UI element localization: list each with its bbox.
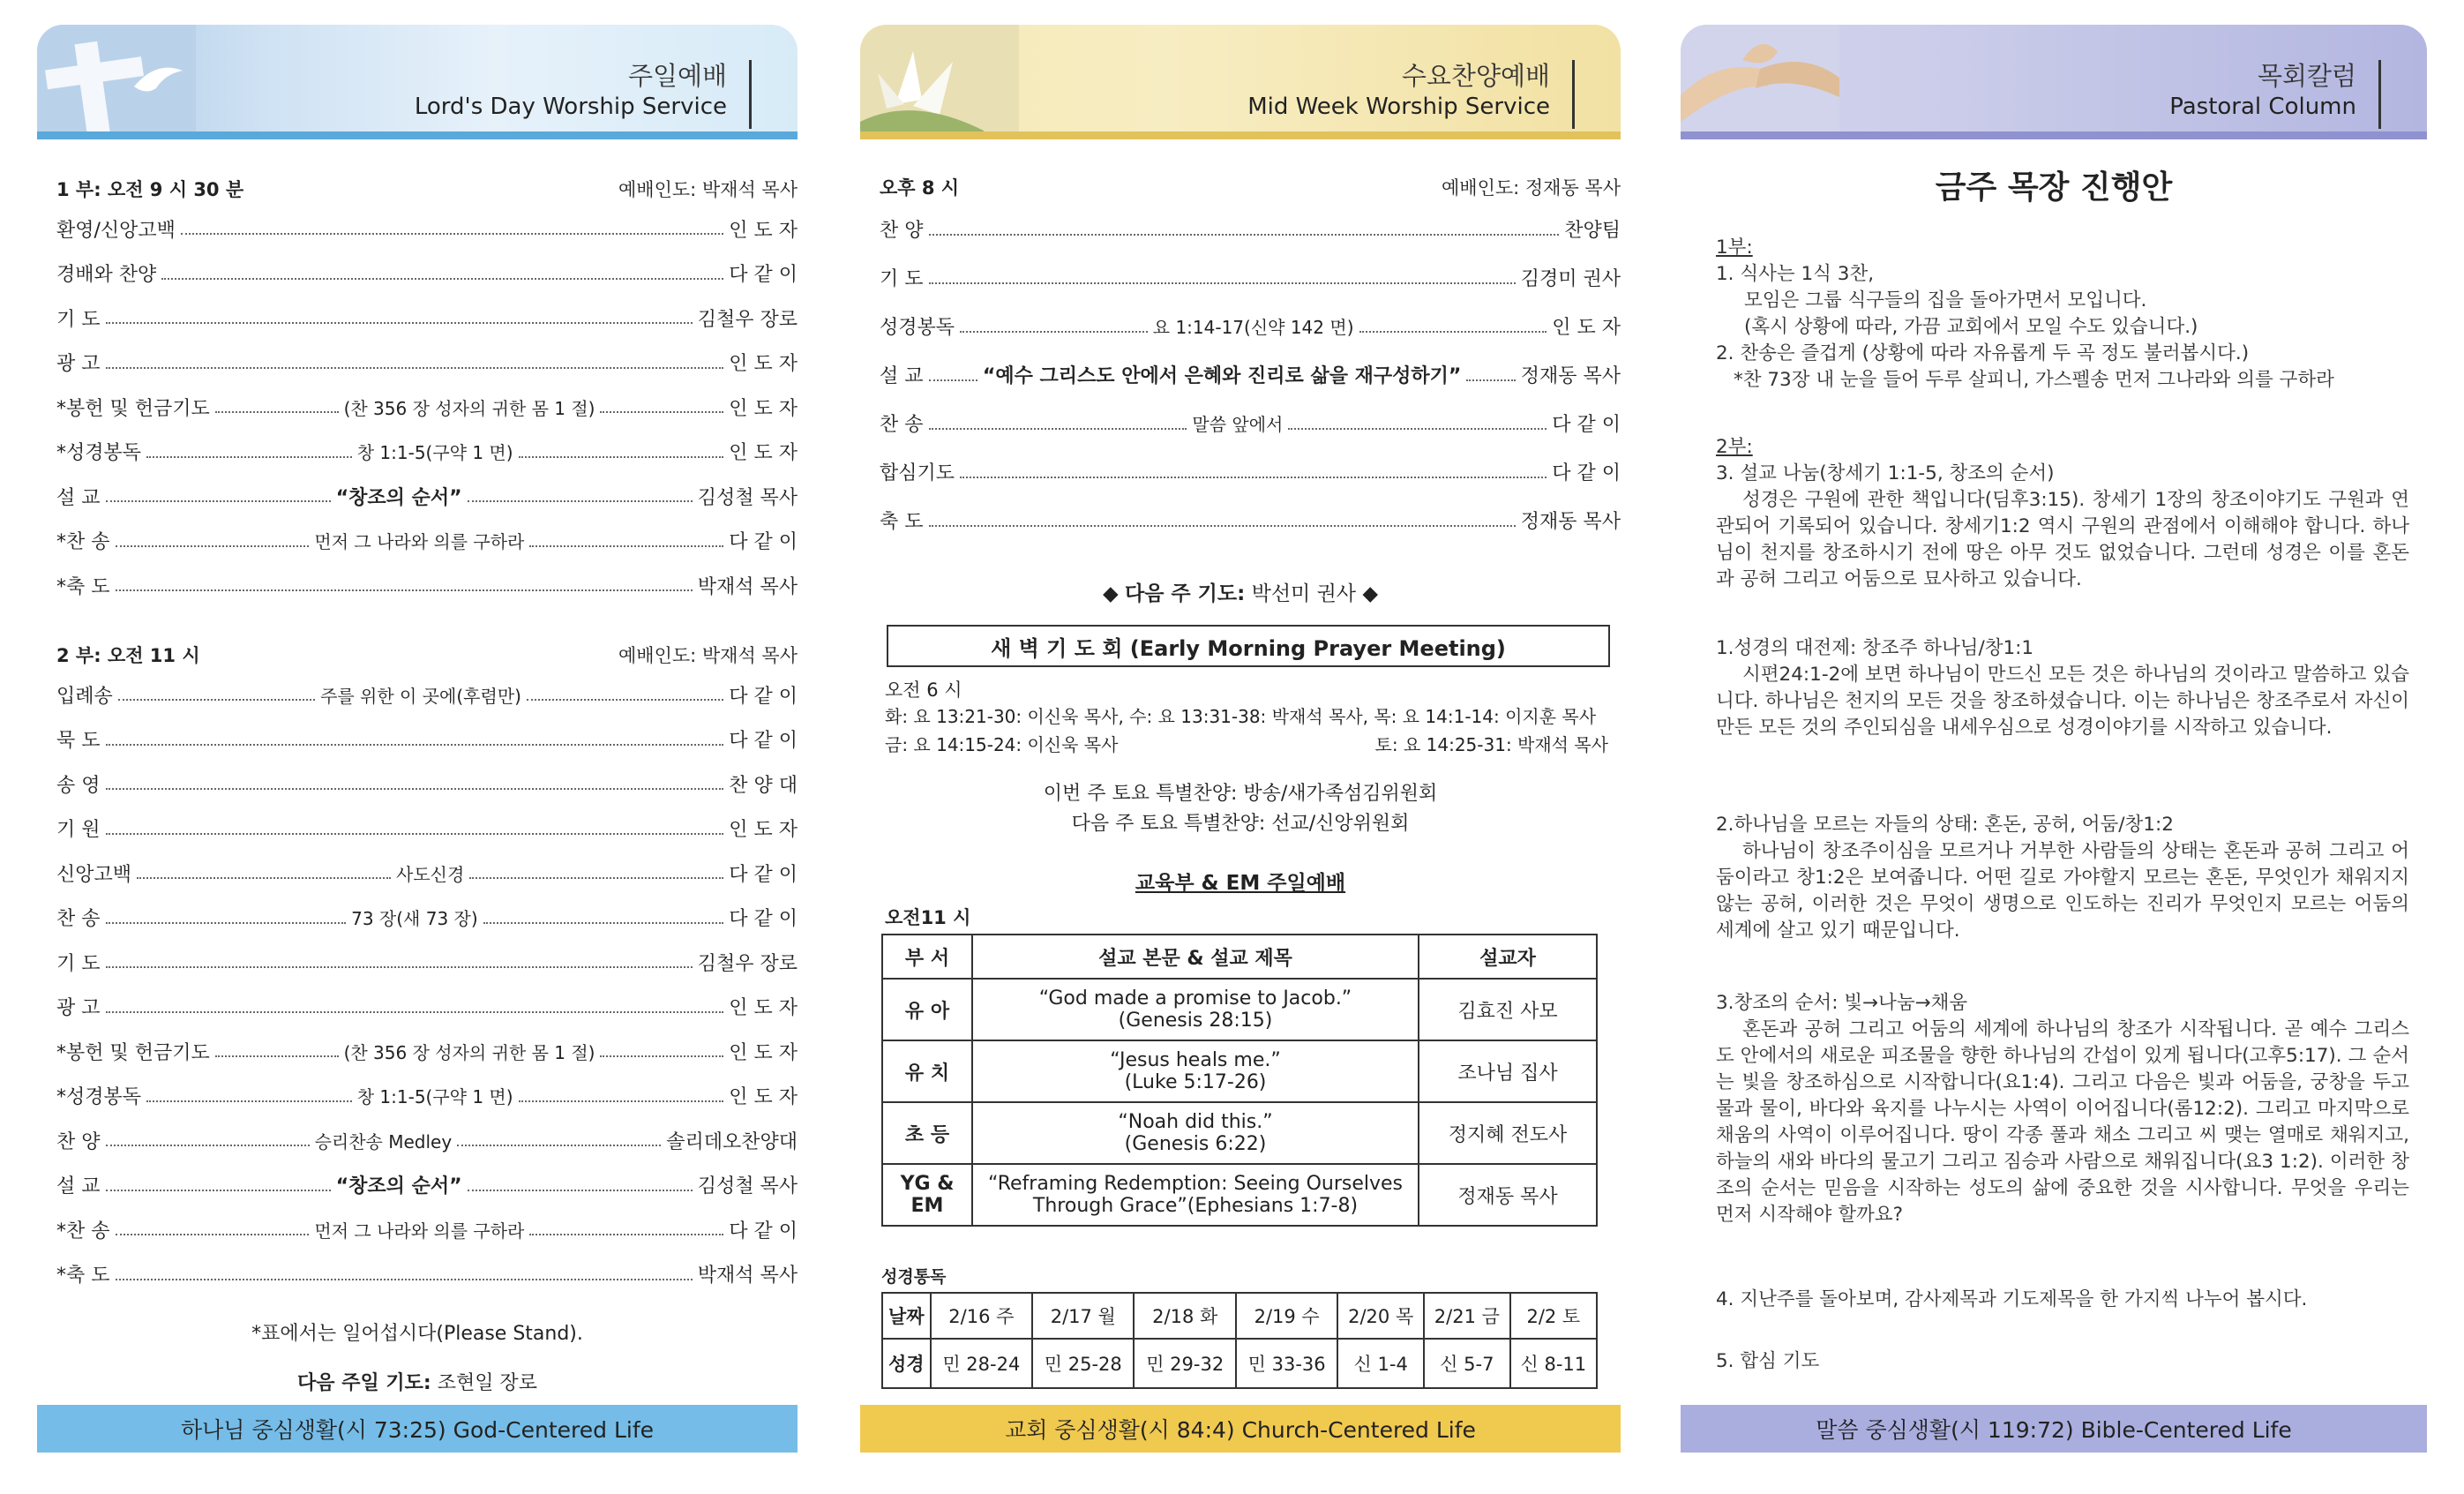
education-row [882,1102,1597,1164]
order-row [56,762,798,807]
order-person: 인 도 자 [729,397,798,420]
order-row [56,940,798,985]
wednesday-service-order [880,205,1621,544]
leader-dots [106,788,724,790]
preacher-cell: 정재동 목사 [1419,1164,1597,1226]
leader-dots [529,545,723,547]
header-underline [1681,131,2427,139]
dept-cell: YG & EM [882,1164,972,1226]
part1-item1: 1. 식사는 1식 3찬, [1716,263,1875,285]
leader-dots [181,233,723,235]
order-row [56,563,798,608]
leader-dots [468,1190,693,1191]
part2-intro: 성경은 구원에 관한 책입니다(딤후3:15). 창세기 1장의 창조이야기도 구원과 연관되어 기록되어 있습니다. 창세기1:2 역시 구원의 관점에서 이해해야 합니다. 하나님이 천지를 창조하시기 전에 땅은 아무 것도 없었습니다. 그런데 성경은 이를 혼돈과 공허 그리고 어둠으로 묘사하고 있습니다. [1716,489,2409,590]
dawn-schedule-line1: 화: 요 13:21-30: 이신욱 목사, 수: 요 13:31-38: 박재석 목사, 목: 요 14:1-14: 이지훈 목사 [885,706,1597,727]
leader-dots [960,331,1148,333]
leader-dots [960,477,1547,478]
section-3 [1716,990,2409,1228]
reading-passage-cell: 신 1-4 [1337,1339,1424,1388]
leader-dots [1359,331,1547,333]
order-person: 다 같 이 [1552,414,1621,436]
bible-reading-title: 성경통독 [881,1267,947,1287]
order-label: 입례송 [56,685,113,708]
leader-dots [600,1055,723,1057]
order-label: 기 원 [56,819,101,842]
leader-dots [106,922,347,924]
lords-day-footer: 하나님 중심생활(시 73:25) God-Centered Life [37,1405,798,1453]
reading-passage-cell: 신 5-7 [1424,1339,1510,1388]
order-label: 기 도 [56,308,101,331]
order-row [56,341,798,386]
order-detail: 먼저 그 나라와 의를 구하라 [314,1220,525,1242]
part2-item3-title: 3. 설교 나눔(창세기 1:1-5, 창조의 순서) [1716,462,2055,484]
pastoral-header [1681,25,2427,139]
order-detail: 말씀 앞에서 [1192,414,1284,435]
leader-dots [106,833,724,835]
leader-dots [527,699,723,701]
sermon-cell [972,979,1419,1040]
education-row [882,1040,1597,1102]
order-row [56,807,798,852]
next-week-special-song: 다음 주 토요 특별찬양: 선교/신앙위원회 [1071,813,1410,835]
order-label: 경배와 찬양 [56,264,157,287]
order-label: *봉헌 및 헌금기도 [56,1041,210,1064]
order-label: 기 도 [880,268,924,290]
order-person: 다 같 이 [729,1220,798,1242]
leader-dots [106,367,724,369]
leader-dots [469,877,723,879]
reading-date-cell: 2/20 목 [1337,1293,1424,1339]
preacher-cell: 조나님 집사 [1419,1040,1597,1102]
lily-image [860,25,1019,139]
order-row [56,985,798,1030]
reading-date-cell: 2/2 토 [1510,1293,1597,1339]
order-row [56,1207,798,1252]
order-row [56,430,798,475]
second-service-time: 2 부: 오전 11 시 [56,645,200,666]
cross-dove-image [37,25,196,139]
leader-dots [106,966,693,968]
leader-dots [929,525,1516,527]
leader-dots [161,278,723,280]
order-detail: 창 1:1-5(구약 1 면) [356,1086,513,1108]
sermon-cell [972,1040,1419,1102]
first-service-time: 1 부: 오전 9 시 30 분 [56,179,244,200]
order-label: *찬 송 [56,1220,110,1242]
order-detail: (찬 356 장 성자의 귀한 몸 1 절) [343,397,595,419]
next-sunday-prayer-name: 조현일 장로 [437,1372,537,1394]
order-person: 인 도 자 [729,1086,798,1109]
order-row [880,496,1621,544]
order-person: 정재동 목사 [1520,511,1621,533]
order-label: 찬 양 [56,1130,101,1153]
leader-dots [146,456,352,458]
order-person: 다 같 이 [729,908,798,931]
sermon-reference: (Luke 5:17-26) [1124,1071,1267,1093]
leader-dots [929,234,1560,236]
order-row [56,385,798,430]
leader-dots [106,1190,331,1191]
section-1-title: 1.성경의 대전제: 창조주 하나님/창1:1 [1716,637,2034,659]
order-person: 정재동 목사 [1520,365,1621,387]
order-row [880,302,1621,350]
wednesday-service-leader: 예배인도: 정재동 목사 [1442,177,1621,199]
section-2 [1716,812,2409,944]
order-label: 설 교 [880,365,924,387]
order-label: 찬 송 [56,908,101,931]
order-row [56,1029,798,1074]
wednesday-service-time: 오후 8 시 [880,177,960,199]
part1-item1-note: (혹시 상황에 따라, 가끔 교회에서 모일 수도 있습니다.) [1744,316,2198,338]
leader-dots [106,1145,310,1146]
order-row [56,252,798,297]
header-underline [37,131,798,139]
wednesday-service [880,169,1621,544]
dept-cell: 유 치 [882,1040,972,1102]
order-label: *축 도 [56,575,110,598]
order-label: 설 교 [56,486,101,509]
education-title: 교육부 & EM 주일예배 [1135,872,1346,895]
leader-dots [118,699,315,701]
section-1 [1716,635,2409,741]
order-label: 축 도 [880,511,924,533]
order-person: 인 도 자 [729,219,798,242]
leader-dots [457,1145,661,1146]
stand-note: *표에서는 일어섭시다(Please Stand). [251,1323,583,1345]
reading-date-cell: 2/18 화 [1134,1293,1235,1339]
sermon-title: “Noah did this.” [1118,1111,1273,1133]
order-person: 솔리데오찬양대 [666,1130,798,1153]
mid-week-header [860,25,1621,139]
part1-item2: 2. 찬송은 즐겁게 (상황에 따라 자유롭게 두 곡 정도 불러봅시다.) [1716,342,2250,364]
pastoral-title-ko: 목회칼럼 [2257,61,2356,91]
order-person: 김성철 목사 [697,1175,798,1198]
order-row [56,474,798,519]
second-service-leader: 예배인도: 박재석 목사 [618,645,798,666]
order-person: 다 같 이 [729,264,798,287]
leader-dots [137,877,391,879]
order-label: *봉헌 및 헌금기도 [56,397,210,420]
sermon-title: “Reframing Redemption: Seeing Ourselves [987,1173,1404,1195]
order-person: 다 같 이 [1552,462,1621,484]
order-row [880,447,1621,496]
joined-hands-image [1681,25,1839,139]
reading-date-cell: 2/19 수 [1236,1293,1337,1339]
order-label: 성경봉독 [880,317,955,339]
order-row [56,896,798,941]
header-divider [2378,60,2381,129]
reading-passage-cell: 민 25-28 [1032,1339,1134,1388]
education-table [881,934,1598,1227]
dawn-prayer-time: 오전 6 시 [885,679,962,701]
order-label: 광 고 [56,353,101,376]
order-person: 다 같 이 [729,863,798,886]
next-week-prayer [860,577,1621,606]
diamond-icon: ◆ [1102,582,1119,605]
column-body-part2 [1716,434,2409,593]
leader-dots [929,428,1187,430]
next-sunday-prayer [37,1368,798,1395]
order-person: 다 같 이 [729,730,798,753]
order-person: 다 같 이 [729,685,798,708]
col-header-preacher: 설교자 [1419,935,1597,979]
leader-dots [1288,428,1547,430]
leader-dots [519,1100,724,1102]
second-service [56,637,798,1296]
order-person: 김성철 목사 [697,486,798,509]
order-row [56,672,798,717]
reading-date-cell: 2/16 주 [931,1293,1032,1339]
sermon-reference: (Genesis 28:15) [1118,1010,1273,1032]
leader-dots [600,411,723,413]
leader-dots [529,1234,723,1235]
section-2-body: 하나님이 창조주이심을 모르거나 거부한 사람들의 상태는 혼돈과 공허 그리고 어둠이라고 창1:2은 보여줍니다. 어떤 길로 가야할지 모르는 혼돈, 무엇인가 채워지지 않는 공허, 이러한 것은 무엇이 생명으로 인도하는 진리가 무엇인지 모르는 어둠의 세계에 살고 있기 때문입니다. [1716,840,2409,942]
order-row [56,1074,798,1119]
mid-week-column [860,0,1621,1494]
leader-dots [116,589,693,591]
section-3-body: 혼돈과 공허 그리고 어둠의 세계에 하나님의 창조가 시작됩니다. 곧 예수 그리스도 안에서의 새로운 피조물을 향한 하나님의 간섭이 있게 됩니다(고후5:17). 그 순서는 빛을 창조하심으로 시작합니다(요1:4). 그리고 다음은 빛과 어둠을, 궁창을 두고 물과 물이, 바다와 육지를 나누시는 사역이 이어집니다(롬12:2). 그리고 마지막으로 채움의 사역이 이루어집니다. 땅이 각종 풀과 채소 그리고 씨 맺는 열매로 채워지고, 하늘의 새와 바다의 물고기 그리고 짐승과 사람으로 채워집니다(요3 1:2). 이러한 창조의 순서는 믿음을 시작하는 성도의 삶에 중요한 것을 시사합니다. 무엇을 우리는 먼저 시작해야 할까요? [1716,1018,2409,1226]
order-row [56,851,798,896]
lords-day-title-ko: 주일예배 [627,61,727,91]
order-person: 인 도 자 [729,819,798,842]
order-detail: “예수 그리스도 안에서 은혜와 진리로 삶을 재구성하기” [982,365,1462,387]
reading-dates-row [882,1293,1597,1339]
col-header-sermon: 설교 본문 & 설교 제목 [972,935,1419,979]
reading-passage-cell: 민 33-36 [1236,1339,1337,1388]
pastoral-column [1681,0,2427,1494]
leader-dots [106,744,724,746]
order-label: 광 고 [56,997,101,1020]
sermon-reference: Through Grace”(Ephesians 1:7-8) [1032,1195,1359,1217]
order-person: 찬 양 대 [729,774,798,797]
header-divider [1572,60,1575,129]
order-label: 찬 송 [880,414,924,436]
order-detail: 73 장(새 73 장) [351,908,478,930]
lords-day-title-en: Lord's Day Worship Service [414,94,727,120]
sermon-title: “Jesus heals me.” [1110,1049,1281,1071]
order-row [880,253,1621,302]
column-title: 금주 목장 진행안 [1935,169,2173,206]
this-week-special-song: 이번 주 토요 특별찬양: 방송/새가족섬김위원회 [1043,783,1438,805]
order-detail: 창 1:1-5(구약 1 면) [356,442,513,464]
col-header-dept: 부 서 [882,935,972,979]
leader-dots [106,322,693,324]
order-person: 박재석 목사 [697,1265,798,1288]
order-detail: (찬 356 장 성자의 귀한 몸 1 절) [343,1041,595,1063]
preacher-cell: 정지혜 전도사 [1419,1102,1597,1164]
reading-date-label: 날짜 [882,1293,931,1339]
bible-reading-table [881,1292,1598,1389]
order-label: 합심기도 [880,462,955,484]
preacher-cell: 김효진 사모 [1419,979,1597,1040]
leader-dots [215,1055,339,1057]
first-service-order [56,206,798,608]
second-service-order [56,672,798,1296]
part1-heading: 1부: [1716,236,1753,259]
dept-cell: 유 아 [882,979,972,1040]
mid-week-title-ko: 수요찬양예배 [1401,61,1550,91]
order-person: 인 도 자 [729,442,798,465]
reading-passages-row [882,1339,1597,1388]
order-label: 설 교 [56,1175,101,1198]
order-person: 인 도 자 [729,997,798,1020]
dawn-schedule-line2-left: 금: 요 14:15-24: 이신욱 목사 [885,734,1119,755]
leader-dots [116,545,310,547]
item-5: 5. 합심 기도 [1716,1350,1820,1372]
order-person: 박재석 목사 [697,575,798,598]
next-week-prayer-name: 박선미 권사 [1251,582,1357,605]
next-week-prayer-label: 다음 주 기도: [1124,582,1246,605]
lords-day-header [37,25,798,139]
reading-passage-cell: 민 28-24 [931,1339,1032,1388]
order-label: 묵 도 [56,730,101,753]
order-detail: “창조의 순서” [335,486,462,509]
sermon-reference: (Genesis 6:22) [1124,1133,1267,1155]
column-body-part1 [1716,235,2409,394]
leader-dots [146,1100,352,1102]
order-row [56,519,798,564]
order-row [880,205,1621,253]
order-person: 인 도 자 [729,1041,798,1064]
reading-passage-cell: 신 8-11 [1510,1339,1597,1388]
order-row [56,1163,798,1208]
order-detail: 사도신경 [396,863,465,885]
header-divider [749,60,752,129]
order-label: 신앙고백 [56,863,132,886]
order-label: *축 도 [56,1265,110,1288]
leader-dots [468,500,693,502]
sermon-title: “God made a promise to Jacob.” [1038,987,1352,1010]
pastoral-footer: 말씀 중심생활(시 119:72) Bible-Centered Life [1681,1405,2427,1453]
first-service [56,171,798,608]
order-label: 환영/신앙고백 [56,219,176,242]
order-row [56,206,798,252]
order-detail: 먼저 그 나라와 의를 구하라 [314,531,525,553]
leader-dots [106,1011,724,1013]
part1-item2-songs: *찬 73장 내 눈을 들어 두루 살피니, 가스펠송 먼저 그나라와 의를 구하라 [1734,369,2334,391]
order-row [880,399,1621,447]
mid-week-footer: 교회 중심생활(시 84:4) Church-Centered Life [860,1405,1621,1453]
order-row [56,717,798,762]
dept-cell: 초 등 [882,1102,972,1164]
order-label: 찬 양 [880,220,924,242]
leader-dots [929,379,977,381]
leader-dots [1466,379,1515,381]
part2-heading: 2부: [1716,436,1753,458]
leader-dots [215,411,339,413]
leader-dots [483,922,724,924]
order-person: 김철우 장로 [697,952,798,975]
order-row [56,1252,798,1297]
dawn-schedule-line2-right: 토: 요 14:25-31: 박재석 목사 [1374,734,1608,755]
section-2-title: 2.하나님을 모르는 자들의 상태: 혼돈, 공허, 어둠/창1:2 [1716,814,2174,836]
order-detail: 승리찬송 Medley [314,1130,453,1152]
lords-day-column [37,0,798,1494]
first-service-leader: 예배인도: 박재석 목사 [618,179,798,200]
order-person: 인 도 자 [729,353,798,376]
order-person: 찬양팀 [1564,220,1621,242]
pastoral-title-en: Pastoral Column [2169,94,2356,120]
education-table-header [882,935,1597,979]
mid-week-title-en: Mid Week Worship Service [1247,94,1550,120]
reading-date-cell: 2/17 월 [1032,1293,1134,1339]
order-label: 기 도 [56,952,101,975]
education-row [882,979,1597,1040]
section-3-title: 3.창조의 순서: 빛→나눔→채움 [1716,992,1968,1014]
next-sunday-prayer-label: 다음 주일 기도: [297,1372,431,1394]
order-detail: 요 1:14-17(신약 142 면) [1152,317,1354,338]
sermon-cell [972,1102,1419,1164]
diamond-icon: ◆ [1362,582,1379,605]
order-label: *성경봉독 [56,1086,142,1109]
leader-dots [116,1234,310,1235]
reading-passage-cell: 민 29-32 [1134,1339,1235,1388]
order-person: 김경미 권사 [1520,268,1621,290]
dawn-prayer-title: 새 벽 기 도 회 (Early Morning Prayer Meeting) [887,625,1610,667]
order-row [56,1118,798,1163]
leader-dots [929,282,1516,284]
header-underline [860,131,1621,139]
order-detail: “창조의 순서” [335,1175,462,1198]
order-label: 송 영 [56,774,101,797]
part1-item1-detail: 모임은 그룹 식구들의 집을 돌아가면서 모입니다. [1744,289,2147,312]
reading-date-cell: 2/21 금 [1424,1293,1510,1339]
order-label: *찬 송 [56,531,110,554]
leader-dots [106,500,331,502]
leader-dots [519,456,724,458]
education-time: 오전11 시 [885,907,971,928]
item-4: 4. 지난주를 돌아보며, 감사제목과 기도제목을 한 가지씩 나누어 봅시다. [1716,1288,2308,1310]
order-label: *성경봉독 [56,442,142,465]
leader-dots [116,1279,693,1280]
order-person: 김철우 장로 [697,308,798,331]
section-1-body: 시편24:1-2에 보면 하나님이 만드신 모든 것은 하나님의 것이라고 말씀하고 있습니다. 하나님은 천지의 모든 것을 창조하셨습니다. 이는 하나님은 창조주로서 자신이 만든 모든 것의 주인되심을 내세우심으로 성경이야기를 시작하고 있습니다. [1716,664,2409,739]
reading-passage-label: 성경 [882,1339,931,1388]
order-person: 다 같 이 [729,531,798,554]
sermon-cell [972,1164,1419,1226]
education-row [882,1164,1597,1226]
order-detail: 주를 위한 이 곳에(후렴만) [320,685,521,707]
order-row [880,350,1621,399]
order-person: 인 도 자 [1552,317,1621,339]
order-row [56,296,798,341]
